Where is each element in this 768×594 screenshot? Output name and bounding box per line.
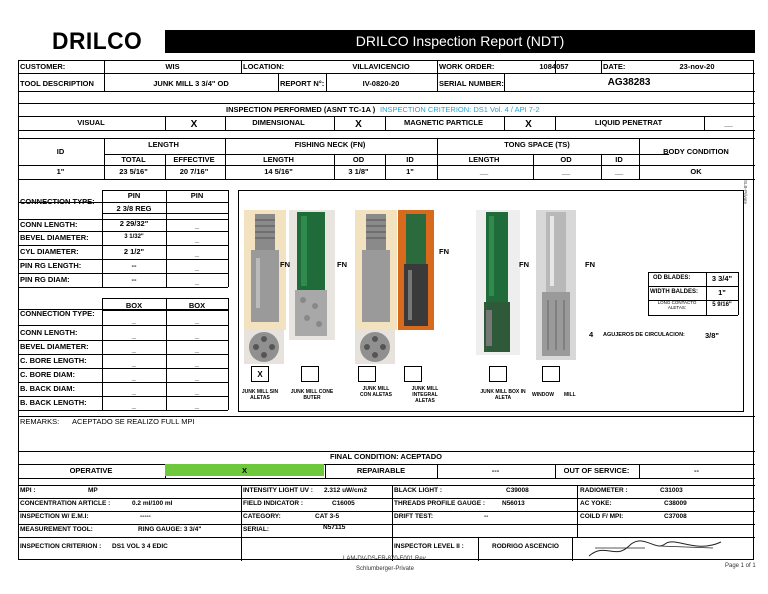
inspector-name: RODRIGO ASCENCIO (492, 543, 559, 550)
category-label: CATEGORY: (243, 513, 281, 520)
method-dimensional-mark: X (355, 119, 362, 130)
method-magnetic-mark: X (525, 119, 532, 130)
ac-yoke-label: AC YOKE: (580, 500, 612, 507)
junk-mill-photo (289, 210, 335, 340)
location-label: LOCATION: (243, 62, 285, 71)
work-order-value: 1084057 (539, 62, 569, 71)
work-order-label: WORK ORDER: (439, 62, 495, 71)
customer-label: CUSTOMER: (20, 62, 66, 71)
box-conn-type-label: CONNECTION TYPE: (20, 309, 95, 318)
drift-test-label: DRIFT TEST: (394, 513, 433, 520)
mpi-value: MP (88, 487, 98, 494)
radiometer-value: C31003 (660, 487, 683, 494)
box-row-label: B. BACK LENGTH: (20, 398, 87, 407)
dims-id-value: 1" (56, 167, 65, 176)
concentration-value: 0.2 ml/100 ml (132, 500, 173, 507)
repairable-mark: --- (491, 466, 500, 475)
tool-desc-label: TOOL DESCRIPTION (20, 79, 94, 88)
dims-effective-value: 20 7/16" (179, 167, 209, 176)
tool-type-label: MILL (564, 392, 576, 398)
pin-conn-type-label: CONNECTION TYPE: (20, 197, 95, 206)
serial-label: SERIAL NUMBER: (439, 79, 504, 88)
location-value: VILLAVICENCIO (352, 62, 410, 71)
holes-label: AGUJEROS DE CIRCULACION: (603, 332, 685, 338)
junk-mill-bottom-photo (355, 330, 395, 364)
category-value: CAT 3-5 (315, 513, 340, 520)
method-liquid: LIQUID PENETRAT (594, 118, 663, 127)
tool-type-checkbox[interactable] (404, 366, 422, 382)
pin-col2: PIN (190, 191, 204, 200)
radiometer-label: RADIOMETER : (580, 487, 628, 494)
inspection-emi-label: INSPECTION W/ E.M.I: (20, 513, 89, 520)
dims-fn-length-value: 14 5/16" (264, 167, 293, 176)
dims-effective-label: EFFECTIVE (173, 155, 215, 164)
box-row-v2: _ (194, 373, 200, 382)
holes-count: 4 (589, 330, 594, 339)
fn-label: FN (439, 247, 449, 256)
customer-value: WIS (165, 62, 180, 71)
method-visual-mark: X (190, 119, 198, 130)
junk-mill-photo (398, 210, 434, 330)
dims-ts-length-label: LENGTH (468, 155, 500, 164)
pin-col1: PIN (127, 191, 141, 200)
out-of-service-label: OUT OF SERVICE: (563, 466, 630, 475)
method-visual: VISUAL (77, 118, 105, 127)
dims-ts-id-label: ID (615, 155, 623, 164)
long-blades-value: 5 9/16" (712, 302, 732, 308)
dims-ts-length-value: __ (479, 167, 489, 176)
dims-ts-od-label: OD (560, 155, 572, 164)
dims-body-cond-label: BODY CONDITION (663, 147, 729, 156)
tool-desc-value: JUNK MILL 3 3/4" OD (153, 79, 229, 88)
pin-row-v1: -- (131, 275, 137, 284)
tool-type-checkbox[interactable] (542, 366, 560, 382)
junk-mill-photo (476, 210, 520, 355)
fn-label: FN (519, 260, 529, 269)
report-no-value: IV-0820-20 (362, 79, 400, 88)
method-magnetic: MAGNETIC PARTICLE (403, 118, 484, 127)
box-row-v2: _ (194, 401, 200, 410)
pin-row-v2: _ (194, 277, 200, 286)
dims-length-label: LENGTH (148, 140, 179, 149)
operative-label: OPERATIVE (69, 466, 113, 475)
box-row-v1: _ (131, 387, 137, 396)
box-row-v1: _ (131, 401, 137, 410)
box-row-label: B. BACK DIAM: (20, 384, 75, 393)
pin-row-v2: _ (194, 249, 200, 258)
tool-type-label: JUNK MILL INTEGRAL ALETAS (411, 386, 439, 404)
holes-size: 3/8" (705, 331, 719, 340)
inspector-label: INSPECTOR LEVEL II : (394, 543, 464, 550)
box-row-v2: _ (194, 345, 200, 354)
box-row-v2: _ (194, 331, 200, 340)
drift-test-value: -- (484, 513, 489, 520)
field-indicator-label: FIELD INDICATOR : (243, 500, 304, 507)
box-row-label: CONN LENGTH: (20, 328, 78, 337)
coil-value: C37008 (664, 513, 687, 520)
measurement-tool-value: RING GAUGE: 3 3/4" (138, 526, 202, 533)
junk-mill-photo (244, 210, 286, 330)
dims-fn-id-value: 1" (406, 167, 414, 176)
pin-row-v2: _ (194, 235, 200, 244)
box-row-v1: _ (131, 331, 137, 340)
pin-row-v1: 3 1/32" (124, 234, 144, 240)
fn-label: FN (280, 260, 290, 269)
footer-page: Page 1 of 1 (725, 563, 756, 569)
date-label: DATE: (603, 62, 626, 71)
pin-row-v2: _ (194, 221, 200, 230)
box-row-v1: _ (131, 345, 137, 354)
tool-type-label: JUNK MILL BOX IN ALETA (480, 389, 526, 401)
concentration-label: CONCENTRATION ARTICLE : (20, 500, 111, 507)
field-indicator-value: C16005 (332, 500, 355, 507)
criterion-value: DS1 VOL 3 4 EDIC (112, 543, 168, 550)
tool-type-label: WINDOW (532, 392, 554, 398)
od-blades-value: 3 3/4" (711, 274, 733, 283)
width-blades-value: 1" (718, 288, 726, 297)
dims-tong-label: TONG SPACE (TS) (504, 140, 570, 149)
drilco-logo: DRILCO (52, 28, 143, 55)
pin-row-v1: -- (131, 261, 137, 270)
box-col2: BOX (188, 301, 206, 310)
remarks-label: REMARKS: (20, 417, 60, 426)
serial-equip-value: N57115 (323, 524, 346, 531)
side-note: SLB-Private (743, 180, 748, 205)
report-title: DRILCO Inspection Report (NDT) (165, 30, 755, 53)
inspector-signature (585, 534, 725, 562)
black-light-value: C39008 (506, 487, 529, 494)
pin-row-label: CONN LENGTH: (20, 220, 78, 229)
tool-type-checkbox[interactable] (489, 366, 507, 382)
serial-value: AG38283 (607, 77, 651, 88)
long-blades-label: LONG CONTACTO ALETAS: (657, 300, 697, 310)
footer-classification: Schlumberger-Private (356, 566, 415, 572)
box-row-label: C. BORE DIAM: (20, 370, 75, 379)
operative-mark: X (241, 466, 247, 475)
dims-total-label: TOTAL (121, 155, 146, 164)
final-condition: FINAL CONDITION: ACEPTADO (330, 452, 442, 461)
box-col1: BOX (125, 301, 143, 310)
dims-fishing-neck-label: FISHING NECK (FN) (294, 140, 366, 149)
box-row-label: BEVEL DIAMETER: (20, 342, 89, 351)
repairable-label: REPAIRABLE (356, 466, 406, 475)
footer-code: LAM-DV-DS-FR-870-F001 Rev (343, 556, 426, 562)
dims-ts-id-value: __ (614, 167, 624, 176)
pin-conn-type-value: 2 3/8 REG (116, 204, 152, 213)
dims-body-cond-value: OK (690, 167, 702, 176)
report-no-label: REPORT N°: (280, 79, 325, 88)
threads-gauge-label: THREADS PROFILE GAUGE : (394, 500, 486, 507)
pin-row-v1: 2 29/32" (119, 219, 149, 228)
box-row-v1: _ (131, 316, 137, 325)
measurement-tool-label: MEASUREMENT TOOL: (20, 526, 93, 533)
out-of-service-mark: -- (694, 466, 699, 475)
box-row-v1: _ (131, 359, 137, 368)
box-row-v2: _ (194, 387, 200, 396)
tool-type-checkbox[interactable] (301, 366, 319, 382)
date-value: 23-nov-20 (679, 62, 715, 71)
tool-type-label: JUNK MILL SIN ALETAS (241, 389, 279, 401)
pin-row-label: PIN RG LENGTH: (20, 261, 82, 270)
box-row-v1: _ (131, 373, 137, 382)
uv-value: 2.312 uW/cm2 (324, 487, 367, 494)
fn-label: FN (585, 260, 595, 269)
mpi-label: MPI : (20, 487, 36, 494)
criterion-label: INSPECTION CRITERION : (20, 543, 102, 550)
box-row-v2: _ (194, 316, 200, 325)
pin-row-label: PIN RG DIAM: (20, 275, 70, 284)
pin-row-label: CYL DIAMETER: (20, 247, 79, 256)
dims-total-value: 23 5/16" (119, 167, 148, 176)
tool-type-label: JUNK MILL CONE BUTER (290, 389, 334, 401)
pin-row-label: BEVEL DIAMETER: (20, 233, 89, 242)
uv-label: INTENSITY LIGHT UV : (243, 487, 313, 494)
width-blades-label: WIDTH BALDES: (650, 289, 698, 295)
tool-type-checkbox[interactable] (358, 366, 376, 382)
black-light-label: BLACK LIGHT : (394, 487, 443, 494)
method-dimensional: DIMENSIONAL (252, 118, 305, 127)
junk-mill-photo (536, 210, 576, 360)
inspection-criterion-header: INSPECTION CRITERION: DS1 Vol. 4 / API 7-2 (380, 105, 540, 114)
ac-yoke-value: C38009 (664, 500, 687, 507)
pin-row-v1: 2 1/2" (123, 247, 145, 256)
pin-row-v2: _ (194, 263, 200, 272)
dims-id-label: ID (56, 147, 65, 156)
dims-ts-od-value: __ (561, 167, 571, 176)
od-blades-label: OD BLADES: (653, 275, 691, 281)
tool-type-checkbox[interactable]: X (251, 366, 269, 382)
inspection-emi-value: ----- (140, 513, 151, 520)
box-row-v2: _ (194, 359, 200, 368)
serial-equip-label: SERIAL: (243, 526, 269, 533)
dims-fn-od-value: 3 1/8" (348, 167, 369, 176)
junk-mill-photo (355, 210, 397, 330)
inspection-performed: INSPECTION PERFORMED (ASNT TC-1A ) (226, 105, 376, 114)
dims-fn-length-label: LENGTH (263, 155, 294, 164)
box-row-label: C. BORE LENGTH: (20, 356, 87, 365)
dims-fn-id-label: ID (406, 155, 414, 164)
tool-type-label: JUNK MILL CON ALETAS (360, 386, 392, 398)
threads-gauge-value: N56013 (502, 500, 525, 507)
remarks-text: ACEPTADO SE REALIZO FULL MPI (72, 417, 195, 426)
method-liquid-mark: __ (724, 119, 733, 128)
coil-label: COILD F/ MPI: (580, 513, 624, 520)
dims-fn-od-label: OD (352, 155, 365, 164)
fn-label: FN (337, 260, 347, 269)
junk-mill-bottom-photo (244, 330, 284, 364)
